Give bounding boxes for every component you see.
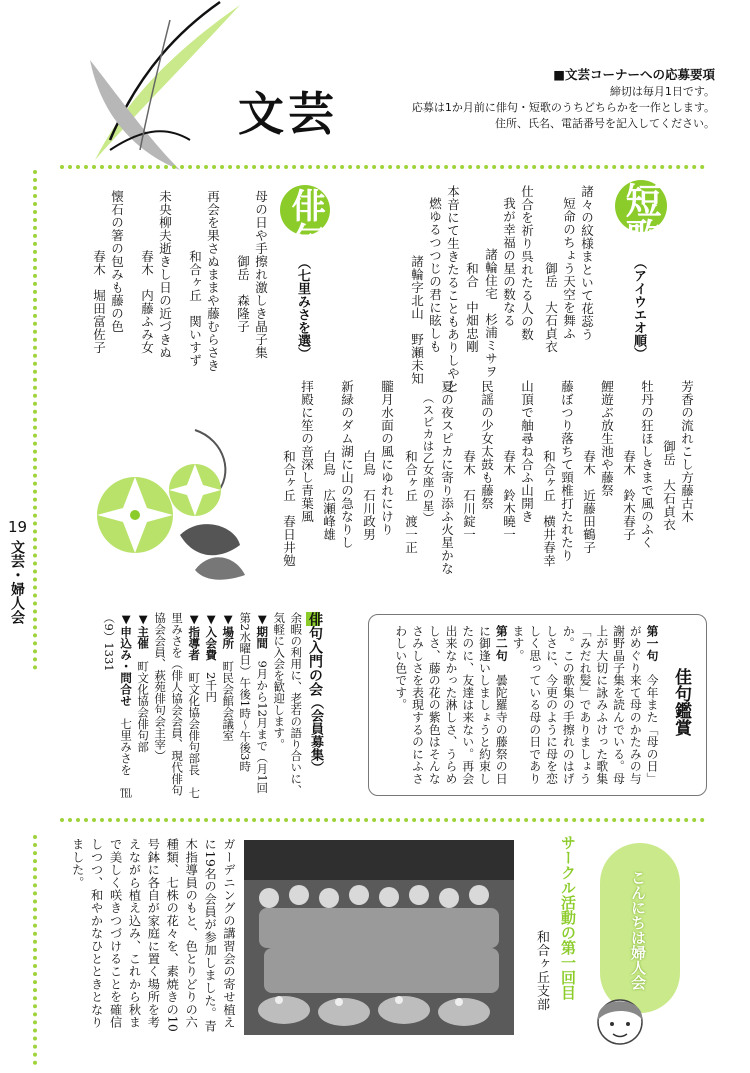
circle-branch: 和合ヶ丘支部 [534, 930, 549, 1011]
poem-line: 鯉遊ぶ放生池や藤祭 [599, 380, 615, 497]
tanka-author: 諸輪住宅 杉浦ミサヲ [483, 248, 499, 378]
margin-divider [33, 835, 37, 1065]
tanka-author: 御岳 大石貞衣 [543, 262, 559, 353]
recruit-subtitle: （会員募集） [308, 696, 323, 774]
poem-author: 白鳥 広瀬峰雄 [321, 450, 337, 541]
haiku-label: 俳句 [285, 188, 325, 256]
tanka-line: 燃ゆるつつじの君に眩しも [427, 197, 443, 353]
poem-note: （スピカは乙女座の星） [421, 392, 436, 524]
appreciation-title: 佳句鑑賞 [671, 668, 691, 736]
guidelines-heading: ■文芸コーナーへの応募要項 [553, 67, 715, 82]
haiku-author: 春木 堀田富佐子 [91, 250, 107, 354]
poem-line: 拝殿に笙の音深し青葉風 [299, 380, 315, 523]
guidelines-line: 応募は1か月前に俳句・短歌のうちどちらかを一作とします。 [411, 101, 715, 115]
circle-body: ガーデニングの講習会の寄せ植えに19名の会員が参加しました。青木指導員のもと、色とりどりの六種類、七株の花々を、素焼きの10号鉢に各自が家庭に置く場所を考えながら植え込み、これから秋まで美しく咲きつづけることを確信しつつ、和やかなひとときとなりました。 [70, 838, 236, 1033]
recruit-title: 俳句入門の会 [307, 612, 323, 696]
submission-guidelines [400, 66, 715, 132]
tanka-line: 仕合を祈り呉れたる人の数 [519, 185, 535, 341]
poem-author: 和合ヶ丘 渡一正 [403, 450, 419, 554]
recruit-item-value: 9月から12月まで（月1回第2水曜日）午後1時～午後3時 [238, 612, 270, 794]
haiku-author: 御岳 森隆子 [235, 255, 251, 333]
poem-author: 白鳥 石川政男 [361, 450, 377, 541]
poem-author: 和合ヶ丘 春日井勉 [281, 450, 297, 567]
poem-line: 新緑のダム湖に山の急なりし [339, 380, 355, 549]
haiku-author: 和合ヶ丘 関いすず [187, 250, 203, 367]
poem-author: 春木 鈴木春子 [621, 450, 637, 541]
recruit-intro: 余暇の利用に、老若の語り合いに、気軽に入会を歓迎します。 [272, 612, 304, 796]
para2-body: 曇陀羅寺の藤祭の日に御逢いしましょうと約束したのに、友達は来ない。再会出来なかった淋しさ、うらめしさ、藤の花の紫色はそんなさみしさを表現するのにふさわしい色です。 [393, 625, 509, 785]
recruit-item-value: 2千円 [204, 672, 219, 703]
poem-author: 春木 鈴木曉一 [501, 450, 517, 541]
tanka-author: 諸輪字北山 野瀬未知 [409, 255, 425, 385]
poem-author: 御岳 大石貞衣 [661, 440, 677, 531]
para1-body: 今年また「母の日」がめぐり来て母のかたみの与謝野晶子集を読んでいる。母上が大切に詠みふけった歌集「みだれ髪」でありましょうか。この歌集の手擦れのはげしさに、今更のように母を恋しく思っている母の日であります。 [511, 625, 659, 785]
group-photo [244, 840, 514, 1035]
tanka-selector: （アイウエオ順） [631, 256, 646, 360]
guidelines-line: 締切は毎月1日です。 [609, 85, 715, 99]
morning-glory-illustration [75, 420, 250, 585]
haiku-line: 懐石の箸の包みも藤の色 [109, 190, 125, 333]
appreciation-text [382, 625, 660, 785]
recruit-item-label: ▼入会費 [204, 612, 219, 661]
recruit-item-value: 七里みさを ℡（9）1331 [102, 612, 134, 799]
recruit-item-label: ▼申込み・問合せ [119, 612, 134, 707]
haiku-line: 未央柳夫逝きし日の近づきぬ [157, 190, 173, 359]
tanka-line: 我が幸福の星の数なる [501, 197, 517, 327]
tanka-line: 短命のちょう天空を舞ふ [561, 197, 577, 340]
bottom-divider [60, 818, 705, 822]
poem-author: 和合ヶ丘 横井春幸 [541, 450, 557, 567]
para2-label: 第二句 [494, 625, 509, 662]
poem-line: 芳香の流れこし方藤古木 [679, 380, 695, 523]
recruit-notice [85, 612, 325, 802]
recruit-item-value: 町民会館会議室 [221, 660, 236, 741]
para1-label: 第一句 [645, 625, 659, 662]
poem-line: 夏の夜スピカに寄り添ふ火星かな [439, 380, 455, 575]
poem-line: 牡丹の狂ほしきまで風のふく [639, 380, 655, 549]
recruit-item-label: ▼指導者 [187, 612, 202, 661]
recruit-item-value: 町文化協会俳句部長 七里みさを（俳人協会会員、現代俳句協会会員、萩苑俳句会主宰） [153, 612, 202, 799]
haiku-line: 再会を果さぬままや藤むらさき [205, 190, 221, 372]
tanka-line: 本音にて生きたることもありしやと [445, 185, 461, 393]
recruit-item-value: 町文化協会俳句部 [136, 660, 151, 753]
tanka-label: 短歌 [620, 182, 661, 254]
tanka-author: 和合 中畑忠剛 [464, 262, 480, 353]
poem-line: 朧月水面の風にゆれにけり [379, 380, 395, 536]
poem-author: 春木 石川錠一 [461, 450, 477, 541]
circle-badge-text: こんにちは婦人会 [629, 870, 647, 990]
guidelines-line: 住所、氏名、電話番号を記入してください。 [495, 117, 715, 130]
haiku-author: 春木 内藤ふみ女 [139, 250, 155, 354]
recruit-item-label: ▼期間 [255, 612, 270, 649]
recruit-item-label: ▼主催 [136, 612, 151, 649]
recruit-item-label: ▼場所 [221, 612, 236, 649]
poem-author: 春木 近藤田鶴子 [581, 450, 597, 554]
margin-divider [33, 170, 37, 670]
page-title: 文芸 [238, 87, 338, 141]
haiku-selector: （七里みさを選） [295, 256, 310, 360]
woman-face-icon [585, 990, 655, 1065]
tanka-line: 諸々の紋様まといて花蕊う [579, 185, 595, 341]
haiku-line: 母の日や手擦れ激しき晶子集 [253, 190, 269, 359]
section-label: 文芸・婦人会 [9, 540, 25, 624]
poem-line: 藤ぼつり落ちて頸椎打たれたり [559, 380, 575, 562]
quill-leaf-illustration [70, 0, 250, 175]
top-divider [60, 165, 705, 169]
circle-heading: サークル活動の第一回目 [559, 835, 577, 1000]
poem-line: 民謡の少女太鼓も藤祭 [479, 380, 495, 510]
page-number: 19 [8, 518, 28, 536]
poem-line: 山頂で舳尋ね合ふ山開き [519, 380, 535, 523]
